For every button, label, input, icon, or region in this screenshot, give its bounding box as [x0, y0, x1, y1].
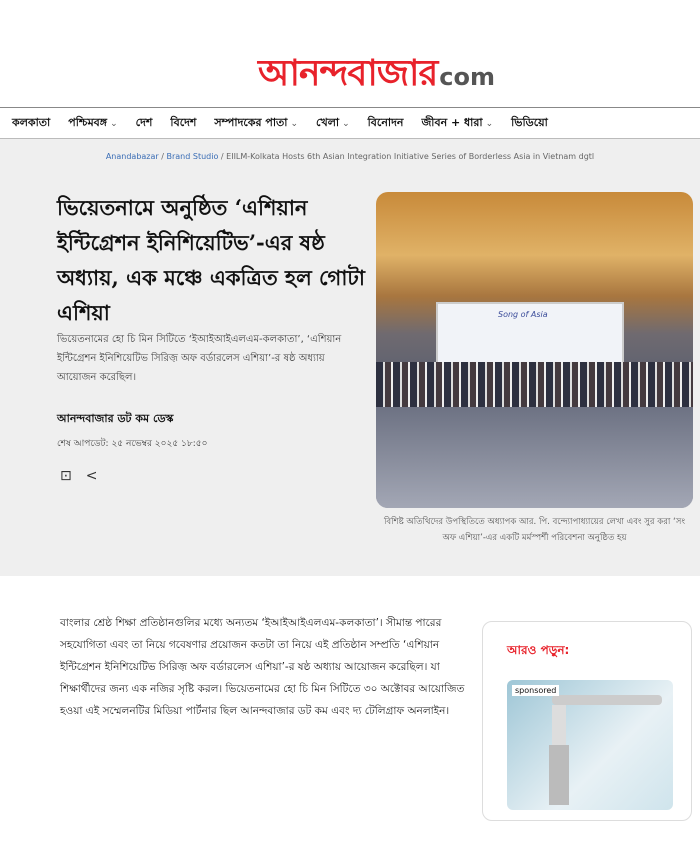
nav-label: বিদেশ [170, 115, 197, 129]
chevron-down-icon: ⌄ [342, 118, 350, 129]
nav-label: সম্পাদকের পাতা [214, 115, 288, 129]
nav-item-desh[interactable] [136, 114, 153, 133]
read-more-box [482, 621, 692, 821]
logo-bengali: আনন্দবাজার [258, 52, 438, 94]
breadcrumb [0, 152, 700, 161]
site-logo[interactable] [258, 46, 495, 106]
ad-robot-arm [552, 695, 662, 705]
chevron-down-icon: ⌄ [290, 118, 299, 129]
nav-item-entertainment[interactable] [368, 114, 404, 133]
bookmark-icon[interactable]: ⊡ [60, 468, 72, 484]
nav-item-bidesh[interactable] [170, 114, 196, 133]
screen-text: Song of Asia [498, 310, 548, 319]
nav-label: কলকাতা [12, 115, 51, 129]
nav-item-kolkata[interactable] [12, 114, 50, 133]
nav-label: ভিডিয়ো [511, 115, 548, 129]
photo-floor [376, 407, 693, 508]
breadcrumb-separator: / [161, 152, 164, 161]
article-photo [376, 192, 693, 508]
nav-item-lifestyle[interactable] [421, 114, 493, 133]
nav-label: খেলা [316, 115, 340, 129]
nav-item-west-bengal[interactable] [68, 114, 117, 133]
article-title: ভিয়েতনামে অনুষ্ঠিত ‘এশিয়ান ইন্টিগ্রেশন ইনিশিয়েটিভ’-এর ষষ্ঠ অধ্যায়, এক মঞ্চে একত্রিত হল গোটা এশিয়া [57, 195, 365, 325]
photo-caption: বিশিষ্ট অতিথিদের উপস্থিতিতে অধ্যাপক আর. পি. বন্দ্যোপাধ্যায়ের লেখা এবং সুর করা ‘সং অফ এশিয়া’-এর একটি মর্মস্পর্শী পরিবেশনা অনুষ্ঠিত হয় [383, 517, 686, 543]
nav-label: দেশ [135, 115, 153, 129]
breadcrumb-separator: / [220, 152, 224, 161]
sponsored-label: sponsored [512, 685, 559, 696]
share-icon[interactable]: < [85, 468, 98, 484]
logo-suffix: com [439, 63, 496, 91]
breadcrumb-section[interactable]: Brand Studio [166, 152, 219, 161]
photo-people [376, 362, 693, 407]
nav-label: জীবন + ধারা [421, 115, 483, 129]
chevron-down-icon: ⌄ [485, 118, 494, 129]
nav-item-video[interactable] [511, 114, 548, 133]
nav-label: পশ্চিমবঙ্গ [68, 115, 108, 129]
ad-robot-base [549, 745, 569, 805]
nav-label: বিনোদন [367, 115, 404, 129]
nav-item-editorial[interactable] [214, 114, 298, 133]
article-updated: শেষ আপডেট: ২৫ নভেম্বর ২০২৫ ১৮:৫০ [57, 439, 208, 449]
sponsored-ad[interactable] [507, 680, 673, 810]
nav-item-sports[interactable] [316, 114, 350, 133]
article-author[interactable]: আনন্দবাজার ডট কম ডেস্ক [57, 412, 174, 425]
article-body: বাংলার শ্রেষ্ঠ শিক্ষা প্রতিষ্ঠানগুলির মধ্যে অন্যতম ‘ইআইআইএলএম-কলকাতা’। সীমান্ত পারের সহযোগিতা এবং তা নিয়ে গবেষণার প্রয়োজন কতটা তা নিয়ে এই প্রতিষ্ঠান সম্প্রতি ‘এশিয়ান ইন্টিগ্রেশন ইনিশিয়েটিভ সিরিজ় অফ বর্ডারলেস এশিয়া’-র ষষ্ঠ অধ্যায় আয়োজন করেছিল। যা শিক্ষার্থীদের জন্য এক নজির সৃষ্টি করল। ভিয়েতনামের হো চি মিন সিটিতে ৩০ অক্টোবর আয়োজিত হওয়া এই সম্মেলনটির মিডিয়া পার্টনার ছিল আনন্দবাজার ডট কম এবং দ্য টেলিগ্রাফ অনলাইন। [60, 617, 465, 717]
breadcrumb-current: EIILM-Kolkata Hosts 6th Asian Integration Initiative Series of Borderless Asia in Vietnam dgtl [226, 152, 595, 161]
chevron-down-icon: ⌄ [110, 118, 118, 129]
article-summary: ভিয়েতনামের হো চি মিন সিটিতে ‘ইআইআইএলএম-কলকাতা’, ‘এশিয়ান ইন্টিগ্রেশন ইনিশিয়েটিভ সিরিজ় অফ বর্ডারলেস এশিয়া’-র ষষ্ঠ অধ্যায় আয়োজন করেছিল। [57, 334, 342, 383]
main-nav [0, 107, 700, 139]
read-more-title: আরও পড়ুন: [507, 643, 570, 657]
breadcrumb-home[interactable]: Anandabazar [105, 152, 159, 161]
